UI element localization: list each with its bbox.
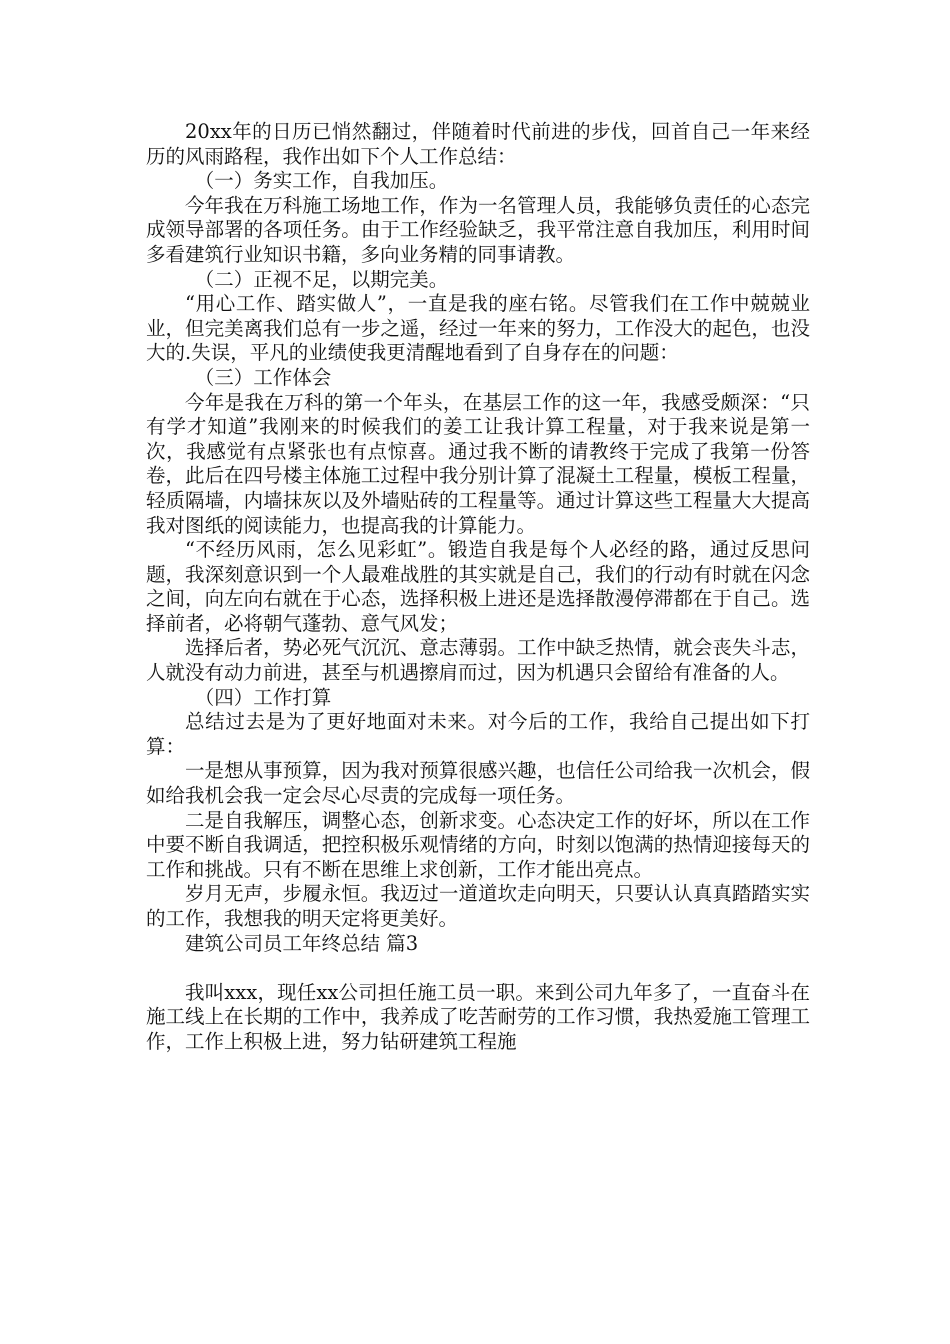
article-title: 建筑公司员工年终总结 篇3 (185, 931, 419, 955)
intro-paragraph: 20xx年的日历已悄然翻过，伴随着时代前进的步伐，回首自己一年来经历的风雨路程，我作出如下个人工作总结： (146, 120, 810, 168)
body-paragraph: 选择后者，势必死气沉沉、意志薄弱。工作中缺乏热情，就会丧失斗志，人就没有动力前进，甚至与机遇擦肩而过，因为机遇只会留给有准备的人。 (146, 636, 810, 685)
body-paragraph: 总结过去是为了更好地面对未来。对今后的工作，我给自己提出如下打算： (146, 710, 810, 758)
body-paragraph: 岁月无声，步履永恒。我迈过一道道坎走向明天，只要认认真真踏踏实实的工作，我想我的明天定将更美好。 (146, 882, 810, 930)
body-paragraph: 今年我在万科施工场地工作，作为一名管理人员，我能够负责任的心态完成领导部署的各项任务。由于工作经验缺乏，我平常注意自我加压，利用时间多看建筑行业知识书籍，多向业务精的同事请教。 (146, 193, 810, 266)
section-heading-1: （一）务实工作，自我加压。 (194, 169, 449, 193)
section-heading-2: （二）正视不足，以期完美。 (194, 267, 449, 291)
blank-line (146, 956, 810, 981)
body-paragraph: “用心工作、踏实做人”，一直是我的座右铭。尽管我们在工作中兢兢业业，但完美离我们总有一步之遥，经过一年来的努力，工作没大的起色，也没大的.失误，平凡的业绩使我更清醒地看到了自身存在的问题： (146, 292, 810, 365)
body-paragraph: 今年是我在万科的第一个年头，在基层工作的这一年，我感受颇深：“只有学才知道”我刚来的时候我们的姜工让我计算工程量，对于我来说是第一次，我感觉有点紧张也有点惊喜。通过我不断的请教终于完成了我第一份答卷，此后在四号楼主体施工过程中我分别计算了混凝土工程量，模板工程量，轻质隔墙，内墙抹灰以及外墙贴砖的工程量等。通过计算这些工程量大大提高我对图纸的阅读能力，也提高我的计算能力。 (146, 390, 810, 537)
body-paragraph: 一是想从事预算，因为我对预算很感兴趣，也信任公司给我一次机会，假如给我机会我一定会尽心尽责的完成每一项任务。 (146, 759, 810, 808)
document-body (146, 120, 810, 1055)
section-heading-4: （四）工作打算 (194, 685, 332, 709)
body-paragraph: 我叫xxx，现任xx公司担任施工员一职。来到公司九年多了，一直奋斗在施工线上在长期的工作中，我养成了吃苦耐劳的工作习惯，我热爱施工管理工作，工作上积极上进，努力钻研建筑工程施 (146, 980, 810, 1053)
body-paragraph: 二是自我解压，调整心态，创新求变。心态决定工作的好坏，所以在工作中要不断自我调适，把控积极乐观情绪的方向，时刻以饱满的热情迎接每天的工作和挑战。只有不断在思维上求创新，工作才能出亮点。 (146, 808, 810, 881)
body-paragraph: “不经历风雨，怎么见彩虹”。锻造自我是每个人必经的路，通过反思问题，我深刻意识到一个人最难战胜的其实就是自己，我们的行动有时就在闪念之间，向左向右就在于心态，选择积极上进还是选择散漫停滞都在于自己。选择前者，必将朝气蓬勃、意气风发； (146, 538, 810, 635)
section-heading-3: （三）工作体会 (194, 365, 332, 389)
